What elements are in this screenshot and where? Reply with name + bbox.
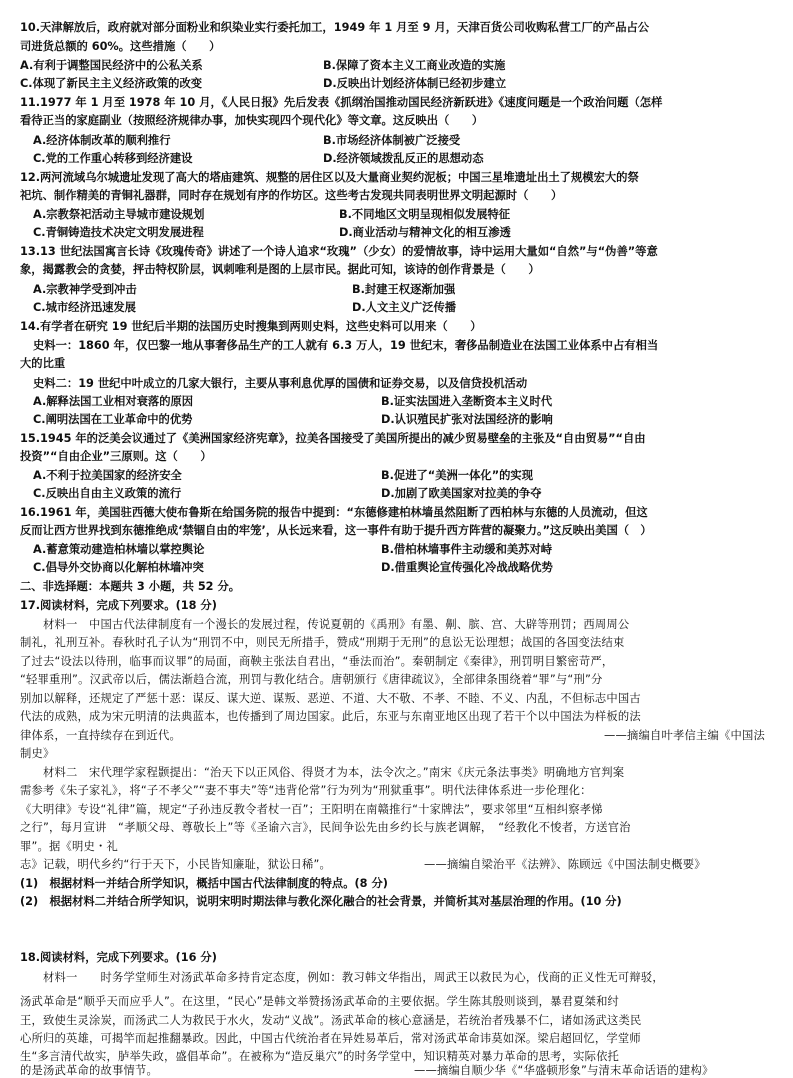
- q12-stem: 12.两河流域乌尔城遗址发现了高大的塔庙建筑、规整的居住区以及大量商业契约泥板；中国三星堆遗址出土了规模宏大的祭: [20, 171, 639, 184]
- q17-material-2-line: 之行”，每月宣讲 “孝顺父母、尊敬长上”等《圣谕六言》，民间争讼先由乡约长与族老调解， “经教化不悛者，方送官治: [20, 821, 631, 834]
- q10-option-d: D.反映出计划经济体制已经初步建立: [323, 77, 507, 90]
- q11-stem-cont: 看待正当的家庭副业（按照经济规律办事，加快实现四个现代化》等文章。这反映出（ ）: [20, 114, 484, 127]
- q14-option-a: A.解释法国工业相对衰落的原因: [33, 395, 194, 408]
- q14-source-1-cont: 大的比重: [20, 357, 66, 370]
- q17-material-1-line: 代法的成熟，成为宋元明清的法典蓝本，也传播到了周边国家。此后，东亚与东南亚地区出现了若干个以中国法为样板的法: [20, 710, 641, 723]
- q12-option-b: B.不同地区文明呈现相似发展特征: [339, 208, 511, 221]
- q15-option-c: C.反映出自由主义政策的流行: [33, 487, 182, 500]
- q12-option-d: D.商业活动与精神文化的相互渗透: [339, 226, 511, 239]
- q16-option-d: D.借重舆论宣传强化冷战战略优势: [381, 561, 553, 574]
- q14-option-c: C.阐明法国在工业革命中的优势: [33, 413, 193, 426]
- q16-stem: 16.1961 年，美国驻西德大使布鲁斯在给国务院的报告中提到：“东德修建柏林墙虽然阻断了西柏林与东德的人员流动，但这: [20, 506, 648, 519]
- q17-material-1-line: 律体系，一直持续存在到近代。: [20, 729, 181, 742]
- q13-stem-cont: 象，揭露教会的贪婪，抨击特权阶层，讽刺唯利是图的上层市民。据此可知，该诗的创作背景是（ ）: [20, 263, 540, 276]
- q15-option-b: B.促进了“美洲一体化”的实现: [381, 469, 534, 482]
- q17-material-2-last: 志》记载，明代乡约“行于天下，小民皆知廉耻，狱讼日稀”。: [20, 858, 332, 871]
- q15-option-a: A.不利于拉美国家的经济安全: [33, 469, 182, 482]
- q18-material-1-line: 汤武革命是“顺乎天而应乎人”。在这里，“民心”是韩文举赞扬汤武革命的主要依据。学生陈其殷则谈到，暴君夏桀和纣: [20, 995, 620, 1008]
- q14-stem: 14.有学者在研究 19 世纪后半期的法国历史时搜集到两则史料，这些史料可以用来（ ）: [20, 320, 482, 333]
- q17-material-2-line: 罪”。据《明史・礼: [20, 840, 119, 853]
- q13-option-b: B.封建王权逐渐加强: [352, 283, 456, 296]
- q10-stem: 10.天津解放后，政府就对部分面粉业和织染业实行委托加工，1949 年 1 月至 9 月，天津百货公司收购私营工厂的产品占公: [20, 21, 650, 34]
- q17-requirement-1: (1) 根据材料一并结合所学知识，概括中国古代法律制度的特点。(8 分): [20, 877, 388, 890]
- q11-stem: 11.1977 年 1 月至 1978 年 10 月，《人民日报》先后发表《抓纲治国推动国民经济新跃进》《速度问题是一个政治问题（怎样: [20, 96, 663, 109]
- q15-stem-cont: 投资”“自由企业”三原则。这（ ）: [20, 450, 212, 463]
- q17-requirement-2: (2) 根据材料二并结合所学知识，说明宋明时期法律与教化深化融合的社会背景，并简析其对基层治理的作用。(10 分): [20, 895, 622, 908]
- q17-heading: 17.阅读材料，完成下列要求。(18 分): [20, 599, 217, 612]
- q10-option-b: B.保障了资本主义工商业改造的实施: [323, 59, 506, 72]
- q15-stem: 15.1945 年的泛美会议通过了《美洲国家经济宪章》，拉美各国接受了美国所提出的减少贸易壁垒的主张及“自由贸易”“自由: [20, 432, 646, 445]
- q16-stem-cont: 反而让西方世界找到东德推绝成‘禁锢自由的牢笼’，从长远来看，这一事件有助于提升西方阵营的凝聚力。”这反映出美国（ ）: [20, 524, 652, 537]
- section-2-heading: 二、非选择题：本题共 3 小题，共 52 分。: [20, 580, 241, 593]
- q18-material-1-line: 心所归的英雄，可揭竿而起推翻暴政。因此，中国古代统治者在异姓易革后，常对汤武革命讳莫如深。梁启超回忆，学堂师: [20, 1032, 641, 1045]
- q16-option-b: B.借柏林墙事件主动缓和美苏对峙: [381, 543, 553, 556]
- q11-option-a: A.经济体制改革的顺利推行: [33, 134, 171, 147]
- q13-option-d: D.人文主义广泛传播: [352, 301, 457, 314]
- q17-material-1-line: “轻罪重刑”。汉武帝以后，儒法渐趋合流，刑罚与教化结合。唐朝颁行《唐律疏议》，全部律条围绕着“罪”与“刑”分: [20, 673, 603, 686]
- q18-material-1-line: 生“多言清代故实，胪举失政，盛倡革命”。在被称为“造反巢穴”的时务学堂中，知识精英对暴力革命的思考，实际依托: [20, 1050, 620, 1063]
- q10-option-c: C.体现了新民主主义经济政策的改变: [20, 77, 203, 90]
- q11-option-c: C.党的工作重心转移到经济建设: [33, 152, 193, 165]
- q14-option-d: D.认识殖民扩张对法国经济的影响: [381, 413, 553, 426]
- q16-option-a: A.蓄意策动建造柏林墙以掌控舆论: [33, 543, 205, 556]
- q14-source-2: 史料二：19 世纪中叶成立的几家大银行，主要从事利息优厚的国债和证券交易，以及信贷投机活动: [33, 377, 528, 390]
- q17-material-1-line: 制礼，礼刑互补。春秋时孔子认为“刑罚不中，则民无所措手，赞成“刑期于无刑”的息讼无讼理想；战国的各国变法结束: [20, 636, 625, 649]
- q17-material-1-line: 别加以解释，还规定了严惩十恶：谋反、谋大逆、谋叛、恶逆、不道、大不敬、不孝、不睦、不义、内乱，不但标志中国古: [20, 692, 641, 705]
- q17-material-2-source: ——摘编自梁治平《法辨》、陈顾远《中国法制史概要》: [424, 858, 706, 871]
- q18-material-1-line: 的是汤武革命的故事情节。: [20, 1064, 158, 1077]
- q17-material-2-line: 《大明律》专设“礼律”篇，规定“子孙违反教令者杖一百”；王阳明在南赣推行“十家牌法”，要求邻里“互相纠察孝悌: [20, 803, 603, 816]
- q12-stem-cont: 祀坑、制作精美的青铜礼器群，同时存在规划有序的作坊区。这些考古发现共同表明世界文明起源时（ ）: [20, 189, 563, 202]
- q15-option-d: D.加剧了欧美国家对拉美的争夺: [381, 487, 542, 500]
- q14-option-b: B.证实法国进入垄断资本主义时代: [381, 395, 553, 408]
- q18-material-1-line: 王，致使生灵涂炭，而汤武二人为救民于水火，发动“义战”。汤武革命的核心意涵是，若统治者残暴不仁，诸如汤武这类民: [20, 1014, 642, 1027]
- q12-option-c: C.青铜铸造技术决定文明发展进程: [33, 226, 204, 239]
- q17-material-1-line: 了过去“设法以待刑，临事而议罪”的局面，商鞅主张法自君出，“垂法而治”。秦朝制定《秦律》，刑罚明目繁密苛严，: [20, 655, 614, 668]
- q12-option-a: A.宗教祭祀活动主导城市建设规划: [33, 208, 205, 221]
- q17-material-2-line: 材料二 宋代理学家程颢提出：“治天下以正风俗、得贤才为本，法令次之。”南宋《庆元条法事类》明确地方官判案: [20, 766, 625, 779]
- q18-heading: 18.阅读材料，完成下列要求。(16 分): [20, 951, 217, 964]
- q18-material-1-line: 材料一 时务学堂师生对汤武革命多持肯定态度，例如：教习韩文华指出，周武王以救民为心，伐商的正义性无可辩驳，: [20, 971, 664, 984]
- q17-material-1-source: ——摘编自叶孝信主编《中国法: [604, 729, 765, 742]
- q10-option-a: A.有利于调整国民经济中的公私关系: [20, 59, 203, 72]
- q11-option-d: D.经济领域拨乱反正的思想动态: [323, 152, 484, 165]
- q16-option-c: C.倡导外交协商以化解柏林墙冲突: [33, 561, 204, 574]
- q17-material-1-source-cont: 制史》: [20, 747, 55, 760]
- q11-option-b: B.市场经济体制被广泛接受: [323, 134, 461, 147]
- q13-stem: 13.13 世纪法国寓言长诗《玫瑰传奇》讲述了一个诗人追求“玫瑰”（少女）的爱情故事，诗中运用大量如“自然”与“伪善”等意: [20, 245, 658, 258]
- q10-stem-cont: 司进货总额的 60%。这些措施（ ）: [20, 40, 221, 53]
- q17-material-2-line: 需参考《朱子家礼》，将“子不孝父”“妻不事夫”等“违背伦常”行为列为“刑狱重事”。明代法律体系进一步伦理化：: [20, 784, 592, 797]
- q18-material-1-source: ——摘编自顺少华《“华盛顿形象”与清末革命话语的建构》: [414, 1064, 714, 1077]
- q14-source-1: 史料一：1860 年，仅巴黎一地从事奢侈品生产的工人就有 6.3 万人，19 世纪末，奢侈品制造业在法国工业体系中占有相当: [33, 339, 659, 352]
- q13-option-a: A.宗教神学受到冲击: [33, 283, 137, 296]
- q17-material-1-line: 材料一 中国古代法律制度有一个漫长的发展过程，传说夏朝的《禹刑》有墨、劓、膑、宫、大辟等刑罚；西周周公: [20, 618, 630, 631]
- q13-option-c: C.城市经济迅速发展: [33, 301, 136, 314]
